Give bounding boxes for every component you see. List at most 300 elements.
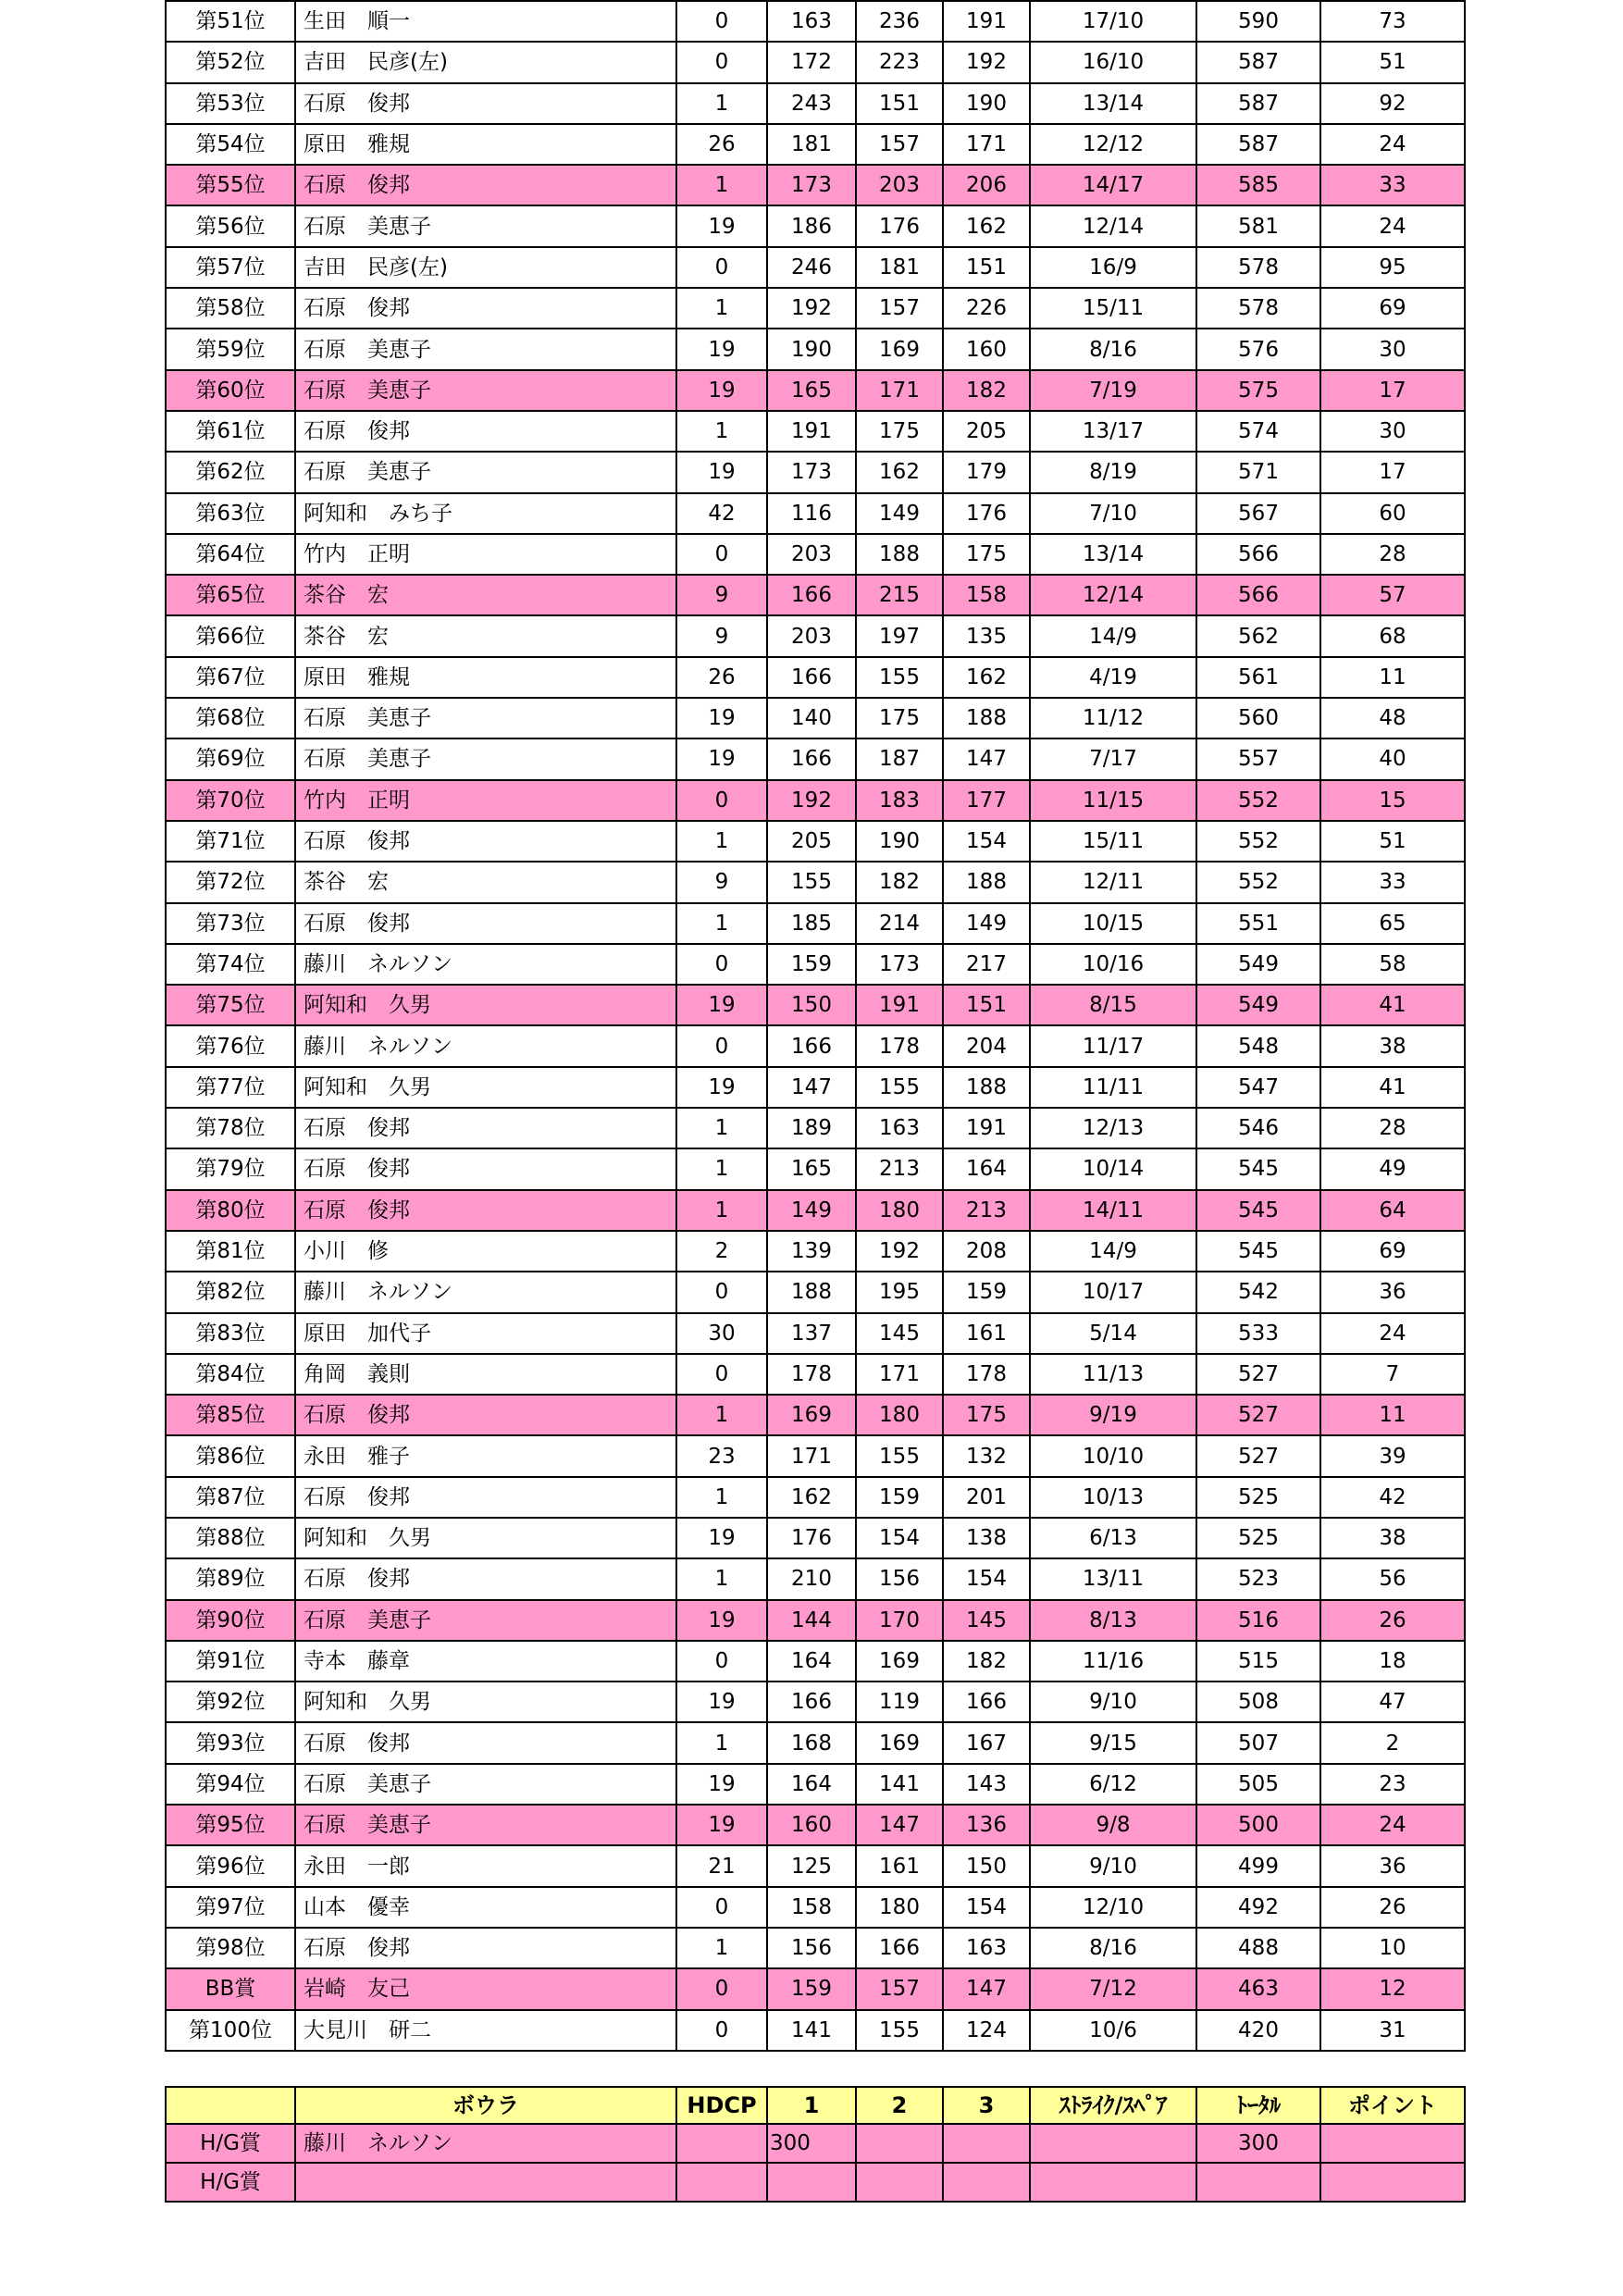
rank-cell: 第55位 (166, 165, 295, 205)
ranking-row (166, 205, 1465, 246)
strike-spare-cell: 16/10 (1030, 42, 1196, 82)
game1-score: 203 (767, 615, 856, 656)
strike-spare-cell: 9/8 (1030, 1805, 1196, 1845)
bowler-name: 竹内 正明 (295, 780, 676, 821)
game1-score: 246 (767, 247, 856, 288)
points-cell: 95 (1320, 247, 1465, 288)
game3-score: 143 (943, 1764, 1030, 1805)
total-score: 585 (1196, 165, 1320, 205)
points-cell: 48 (1320, 698, 1465, 738)
game2-score: 180 (856, 1395, 943, 1435)
rank-cell: 第56位 (166, 205, 295, 246)
total-score: 420 (1196, 2010, 1320, 2051)
rank-cell: 第89位 (166, 1558, 295, 1599)
ranking-row (166, 615, 1465, 656)
bowler-name: 藤川 ネルソン (295, 1272, 676, 1312)
ranking-row (166, 1600, 1465, 1641)
game1-score: 116 (767, 493, 856, 534)
total-score: 527 (1196, 1435, 1320, 1476)
hdcp-cell: 19 (676, 1518, 767, 1558)
hdcp-cell: 0 (676, 944, 767, 985)
ranking-row (166, 1722, 1465, 1763)
total-score: 571 (1196, 452, 1320, 492)
hdcp-cell: 0 (676, 247, 767, 288)
game3-score: 179 (943, 452, 1030, 492)
game2-score: 149 (856, 493, 943, 534)
points-cell: 23 (1320, 1764, 1465, 1805)
game1-score: 172 (767, 42, 856, 82)
header-total: ﾄｰﾀﾙ (1196, 2087, 1320, 2124)
game1-score: 144 (767, 1600, 856, 1641)
points-cell: 33 (1320, 862, 1465, 902)
strike-spare-cell: 9/19 (1030, 1395, 1196, 1435)
game3-score: 164 (943, 1148, 1030, 1189)
game3-score: 213 (943, 1190, 1030, 1231)
game1-score: 163 (767, 1, 856, 42)
game3-score: 159 (943, 1272, 1030, 1312)
total-score: 587 (1196, 83, 1320, 124)
bowler-name: 石原 美恵子 (295, 1805, 676, 1845)
rank-cell: 第53位 (166, 83, 295, 124)
game1-score: 210 (767, 1558, 856, 1599)
game1-score: 185 (767, 903, 856, 944)
game1-score: 164 (767, 1641, 856, 1682)
bowler-name: 石原 美恵子 (295, 1764, 676, 1805)
game3-score: 167 (943, 1722, 1030, 1763)
total-score: 533 (1196, 1313, 1320, 1354)
bowler-name: 石原 俊邦 (295, 1477, 676, 1518)
rank-cell: 第77位 (166, 1067, 295, 1108)
points-cell: 11 (1320, 1395, 1465, 1435)
game1-score: 156 (767, 1928, 856, 1968)
ranking-row (166, 1, 1465, 42)
game1-score: 189 (767, 1108, 856, 1148)
game2-score: 197 (856, 615, 943, 656)
strike-spare-cell: 14/9 (1030, 1231, 1196, 1272)
game1-score: 166 (767, 657, 856, 698)
game1-score: 181 (767, 124, 856, 165)
rank-cell: 第75位 (166, 985, 295, 1025)
game1-score: 137 (767, 1313, 856, 1354)
rank-cell: BB賞 (166, 1968, 295, 2009)
rank-cell: 第72位 (166, 862, 295, 902)
game1-score: 141 (767, 2010, 856, 2051)
bowler-name: 石原 美恵子 (295, 698, 676, 738)
game1-score: 125 (767, 1845, 856, 1886)
game2-score: 236 (856, 1, 943, 42)
rank-cell: 第51位 (166, 1, 295, 42)
bowler-name: 石原 俊邦 (295, 1558, 676, 1599)
ranking-row (166, 698, 1465, 738)
strike-spare-cell: 12/12 (1030, 124, 1196, 165)
hdcp-cell: 0 (676, 1025, 767, 1066)
total-score: 546 (1196, 1108, 1320, 1148)
rank-cell: 第71位 (166, 821, 295, 862)
ranking-row (166, 821, 1465, 862)
game2-score: 215 (856, 575, 943, 615)
total-score: 488 (1196, 1928, 1320, 1968)
hdcp-cell: 19 (676, 1682, 767, 1722)
strike-spare-cell: 14/17 (1030, 165, 1196, 205)
header-bowler: ボウラ (295, 2087, 676, 2124)
game3-score: 154 (943, 821, 1030, 862)
hdcp-cell: 1 (676, 1190, 767, 1231)
points-cell: 92 (1320, 83, 1465, 124)
header-strike-spare: ｽﾄﾗｲｸ/ｽﾍﾟｱ (1030, 2087, 1196, 2124)
strike-spare-cell: 6/12 (1030, 1764, 1196, 1805)
points-cell: 18 (1320, 1641, 1465, 1682)
bowler-name: 石原 俊邦 (295, 83, 676, 124)
game3-score: 149 (943, 903, 1030, 944)
game3-score: 205 (943, 411, 1030, 452)
hdcp-cell: 0 (676, 780, 767, 821)
bowler-name: 藤川 ネルソン (295, 1025, 676, 1066)
rank-cell: 第94位 (166, 1764, 295, 1805)
points-cell: 28 (1320, 534, 1465, 575)
game1-score: 205 (767, 821, 856, 862)
hdcp-cell: 19 (676, 205, 767, 246)
points-cell: 36 (1320, 1845, 1465, 1886)
game2-score: 145 (856, 1313, 943, 1354)
award-bowler (295, 2163, 676, 2202)
bowler-name: 原田 雅規 (295, 657, 676, 698)
total-score: 576 (1196, 329, 1320, 369)
points-cell: 12 (1320, 1968, 1465, 2009)
game3-score: 154 (943, 1558, 1030, 1599)
game2-score: 188 (856, 534, 943, 575)
points-cell: 69 (1320, 288, 1465, 329)
hdcp-cell: 21 (676, 1845, 767, 1886)
total-score: 545 (1196, 1148, 1320, 1189)
rank-cell: 第57位 (166, 247, 295, 288)
total-score: 574 (1196, 411, 1320, 452)
total-score: 505 (1196, 1764, 1320, 1805)
game3-score: 154 (943, 1887, 1030, 1928)
bowler-name: 永田 雅子 (295, 1435, 676, 1476)
awards-table (165, 2086, 1466, 2203)
strike-spare-cell: 8/15 (1030, 985, 1196, 1025)
game2-score: 154 (856, 1518, 943, 1558)
bowler-name: 石原 俊邦 (295, 411, 676, 452)
points-cell: 64 (1320, 1190, 1465, 1231)
points-cell: 11 (1320, 657, 1465, 698)
bowler-name: 小川 修 (295, 1231, 676, 1272)
bowler-name: 石原 俊邦 (295, 1190, 676, 1231)
rank-cell: 第63位 (166, 493, 295, 534)
game1-score: 169 (767, 1395, 856, 1435)
total-score: 590 (1196, 1, 1320, 42)
strike-spare-cell: 10/15 (1030, 903, 1196, 944)
hdcp-cell: 1 (676, 1148, 767, 1189)
points-cell: 38 (1320, 1518, 1465, 1558)
total-score: 578 (1196, 288, 1320, 329)
bowler-name: 藤川 ネルソン (295, 944, 676, 985)
strike-spare-cell: 13/14 (1030, 534, 1196, 575)
bowler-name: 岩崎 友己 (295, 1968, 676, 2009)
award-label: H/G賞 (166, 2163, 295, 2202)
ranking-row (166, 370, 1465, 411)
game3-score: 158 (943, 575, 1030, 615)
bowler-name: 阿知和 久男 (295, 985, 676, 1025)
bowler-name: 石原 俊邦 (295, 288, 676, 329)
total-score: 551 (1196, 903, 1320, 944)
strike-spare-cell: 14/11 (1030, 1190, 1196, 1231)
hdcp-cell: 9 (676, 862, 767, 902)
points-cell: 39 (1320, 1435, 1465, 1476)
game2-score: 119 (856, 1682, 943, 1722)
bowler-name: 阿知和 みち子 (295, 493, 676, 534)
game3-score: 175 (943, 1395, 1030, 1435)
hdcp-cell: 0 (676, 1272, 767, 1312)
strike-spare-cell: 6/13 (1030, 1518, 1196, 1558)
hdcp-cell: 9 (676, 575, 767, 615)
bowler-name: 石原 俊邦 (295, 1108, 676, 1148)
points-cell: 47 (1320, 1682, 1465, 1722)
hdcp-cell: 0 (676, 1641, 767, 1682)
header-points: ポイント (1320, 2087, 1465, 2124)
points-cell: 56 (1320, 1558, 1465, 1599)
rank-cell: 第81位 (166, 1231, 295, 1272)
game3-score: 151 (943, 985, 1030, 1025)
ranking-row (166, 657, 1465, 698)
strike-spare-cell: 11/17 (1030, 1025, 1196, 1066)
bowler-name: 茶谷 宏 (295, 862, 676, 902)
game3-score: 166 (943, 1682, 1030, 1722)
game1-score: 178 (767, 1354, 856, 1395)
game3-score: 226 (943, 288, 1030, 329)
game3-score: 206 (943, 165, 1030, 205)
bowler-name: 阿知和 久男 (295, 1682, 676, 1722)
rank-cell: 第79位 (166, 1148, 295, 1189)
game2-score: 157 (856, 1968, 943, 2009)
strike-spare-cell: 15/11 (1030, 288, 1196, 329)
strike-spare-cell: 12/13 (1030, 1108, 1196, 1148)
points-cell: 36 (1320, 1272, 1465, 1312)
game2-score: 191 (856, 985, 943, 1025)
bowler-name: 石原 美恵子 (295, 1600, 676, 1641)
rank-cell: 第90位 (166, 1600, 295, 1641)
strike-spare-cell: 11/12 (1030, 698, 1196, 738)
game2-score: 187 (856, 738, 943, 779)
game3-score: 162 (943, 657, 1030, 698)
game2-score: 178 (856, 1025, 943, 1066)
hdcp-cell: 1 (676, 1477, 767, 1518)
strike-spare-cell: 12/11 (1030, 862, 1196, 902)
game2-score: 182 (856, 862, 943, 902)
rank-cell: 第67位 (166, 657, 295, 698)
bowler-name: 石原 美恵子 (295, 205, 676, 246)
game1-score: 165 (767, 370, 856, 411)
strike-spare-cell: 7/19 (1030, 370, 1196, 411)
ranking-row (166, 1845, 1465, 1886)
total-score: 500 (1196, 1805, 1320, 1845)
hdcp-cell: 1 (676, 165, 767, 205)
rank-cell: 第97位 (166, 1887, 295, 1928)
header-game1: 1 (767, 2087, 856, 2124)
game3-score: 151 (943, 247, 1030, 288)
total-score: 552 (1196, 862, 1320, 902)
ranking-row (166, 903, 1465, 944)
rank-cell: 第83位 (166, 1313, 295, 1354)
rank-cell: 第96位 (166, 1845, 295, 1886)
strike-spare-cell: 9/15 (1030, 1722, 1196, 1763)
ranking-row (166, 1108, 1465, 1148)
game2-score: 203 (856, 165, 943, 205)
hdcp-cell: 9 (676, 615, 767, 656)
strike-spare-cell: 11/11 (1030, 1067, 1196, 1108)
hdcp-cell: 19 (676, 985, 767, 1025)
strike-spare-cell: 14/9 (1030, 615, 1196, 656)
game2-score: 155 (856, 1435, 943, 1476)
game3-score: 162 (943, 205, 1030, 246)
hdcp-cell: 1 (676, 1722, 767, 1763)
game1-score: 191 (767, 411, 856, 452)
bowler-name: 竹内 正明 (295, 534, 676, 575)
game2-score: 180 (856, 1190, 943, 1231)
game3-score: 160 (943, 329, 1030, 369)
ranking-row (166, 288, 1465, 329)
ranking-row (166, 124, 1465, 165)
strike-spare-cell: 11/16 (1030, 1641, 1196, 1682)
points-cell: 57 (1320, 575, 1465, 615)
bowler-name: 茶谷 宏 (295, 615, 676, 656)
points-cell: 41 (1320, 985, 1465, 1025)
points-cell: 68 (1320, 615, 1465, 656)
ranking-row (166, 329, 1465, 369)
points-cell: 24 (1320, 124, 1465, 165)
award-row (166, 2124, 1465, 2163)
points-cell: 60 (1320, 493, 1465, 534)
hdcp-cell: 1 (676, 1558, 767, 1599)
strike-spare-cell: 7/17 (1030, 738, 1196, 779)
hdcp-cell: 19 (676, 1067, 767, 1108)
points-cell: 17 (1320, 370, 1465, 411)
game2-score: 169 (856, 329, 943, 369)
rank-cell: 第73位 (166, 903, 295, 944)
game2-score: 176 (856, 205, 943, 246)
game3-score: 175 (943, 534, 1030, 575)
rank-cell: 第91位 (166, 1641, 295, 1682)
hdcp-cell: 0 (676, 1887, 767, 1928)
ranking-row (166, 452, 1465, 492)
total-score: 463 (1196, 1968, 1320, 2009)
game3-score: 208 (943, 1231, 1030, 1272)
total-score: 566 (1196, 534, 1320, 575)
hdcp-cell: 1 (676, 903, 767, 944)
points-cell: 26 (1320, 1600, 1465, 1641)
points-cell: 51 (1320, 42, 1465, 82)
rank-cell: 第85位 (166, 1395, 295, 1435)
hdcp-cell: 19 (676, 698, 767, 738)
game2-score: 213 (856, 1148, 943, 1189)
game1-score: 149 (767, 1190, 856, 1231)
rank-cell: 第66位 (166, 615, 295, 656)
game3-score: 145 (943, 1600, 1030, 1641)
game3-score: 204 (943, 1025, 1030, 1066)
game3-score: 192 (943, 42, 1030, 82)
strike-spare-cell: 12/14 (1030, 575, 1196, 615)
game2-score: 180 (856, 1887, 943, 1928)
game2-score: 147 (856, 1805, 943, 1845)
ranking-row (166, 1682, 1465, 1722)
total-score: 561 (1196, 657, 1320, 698)
rank-cell: 第62位 (166, 452, 295, 492)
strike-spare-cell: 13/11 (1030, 1558, 1196, 1599)
rank-cell: 第74位 (166, 944, 295, 985)
game3-score: 171 (943, 124, 1030, 165)
total-score: 566 (1196, 575, 1320, 615)
game2-score: 169 (856, 1641, 943, 1682)
total-score: 578 (1196, 247, 1320, 288)
game2-score: 141 (856, 1764, 943, 1805)
game1-score: 139 (767, 1231, 856, 1272)
game1-score: 168 (767, 1722, 856, 1763)
game1-score: 186 (767, 205, 856, 246)
ranking-row (166, 1928, 1465, 1968)
game2-score: 151 (856, 83, 943, 124)
award-points (1320, 2163, 1465, 2202)
game3-score: 188 (943, 698, 1030, 738)
game3-score: 178 (943, 1354, 1030, 1395)
ranking-row (166, 1231, 1465, 1272)
total-score: 581 (1196, 205, 1320, 246)
header-blank (166, 2087, 295, 2124)
game1-score: 160 (767, 1805, 856, 1845)
game1-score: 166 (767, 1025, 856, 1066)
bowler-name: 石原 俊邦 (295, 903, 676, 944)
game2-score: 169 (856, 1722, 943, 1763)
game2-score: 156 (856, 1558, 943, 1599)
hdcp-cell: 23 (676, 1435, 767, 1476)
hdcp-cell: 1 (676, 1395, 767, 1435)
bowler-name: 石原 俊邦 (295, 821, 676, 862)
points-cell: 26 (1320, 1887, 1465, 1928)
points-cell: 40 (1320, 738, 1465, 779)
ranking-row (166, 780, 1465, 821)
award-game3 (943, 2163, 1030, 2202)
award-bowler: 藤川 ネルソン (295, 2124, 676, 2163)
strike-spare-cell: 13/17 (1030, 411, 1196, 452)
ranking-row (166, 1435, 1465, 1476)
award-label: H/G賞 (166, 2124, 295, 2163)
ranking-row (166, 42, 1465, 82)
award-game1 (767, 2163, 856, 2202)
bowler-name: 吉田 民彦(左) (295, 247, 676, 288)
points-cell: 24 (1320, 205, 1465, 246)
award-game3 (943, 2124, 1030, 2163)
award-hdcp (676, 2163, 767, 2202)
rank-cell: 第52位 (166, 42, 295, 82)
game3-score: 124 (943, 2010, 1030, 2051)
total-score: 549 (1196, 944, 1320, 985)
hdcp-cell: 2 (676, 1231, 767, 1272)
hdcp-cell: 1 (676, 83, 767, 124)
game3-score: 188 (943, 1067, 1030, 1108)
bowler-name: 大見川 研二 (295, 2010, 676, 2051)
bowler-name: 阿知和 久男 (295, 1518, 676, 1558)
game1-score: 192 (767, 288, 856, 329)
header-hdcp: HDCP (676, 2087, 767, 2124)
ranking-row (166, 1190, 1465, 1231)
rank-cell: 第86位 (166, 1435, 295, 1476)
ranking-row (166, 1518, 1465, 1558)
game2-score: 223 (856, 42, 943, 82)
total-score: 542 (1196, 1272, 1320, 1312)
points-cell: 65 (1320, 903, 1465, 944)
strike-spare-cell: 15/11 (1030, 821, 1196, 862)
strike-spare-cell: 10/14 (1030, 1148, 1196, 1189)
rank-cell: 第87位 (166, 1477, 295, 1518)
